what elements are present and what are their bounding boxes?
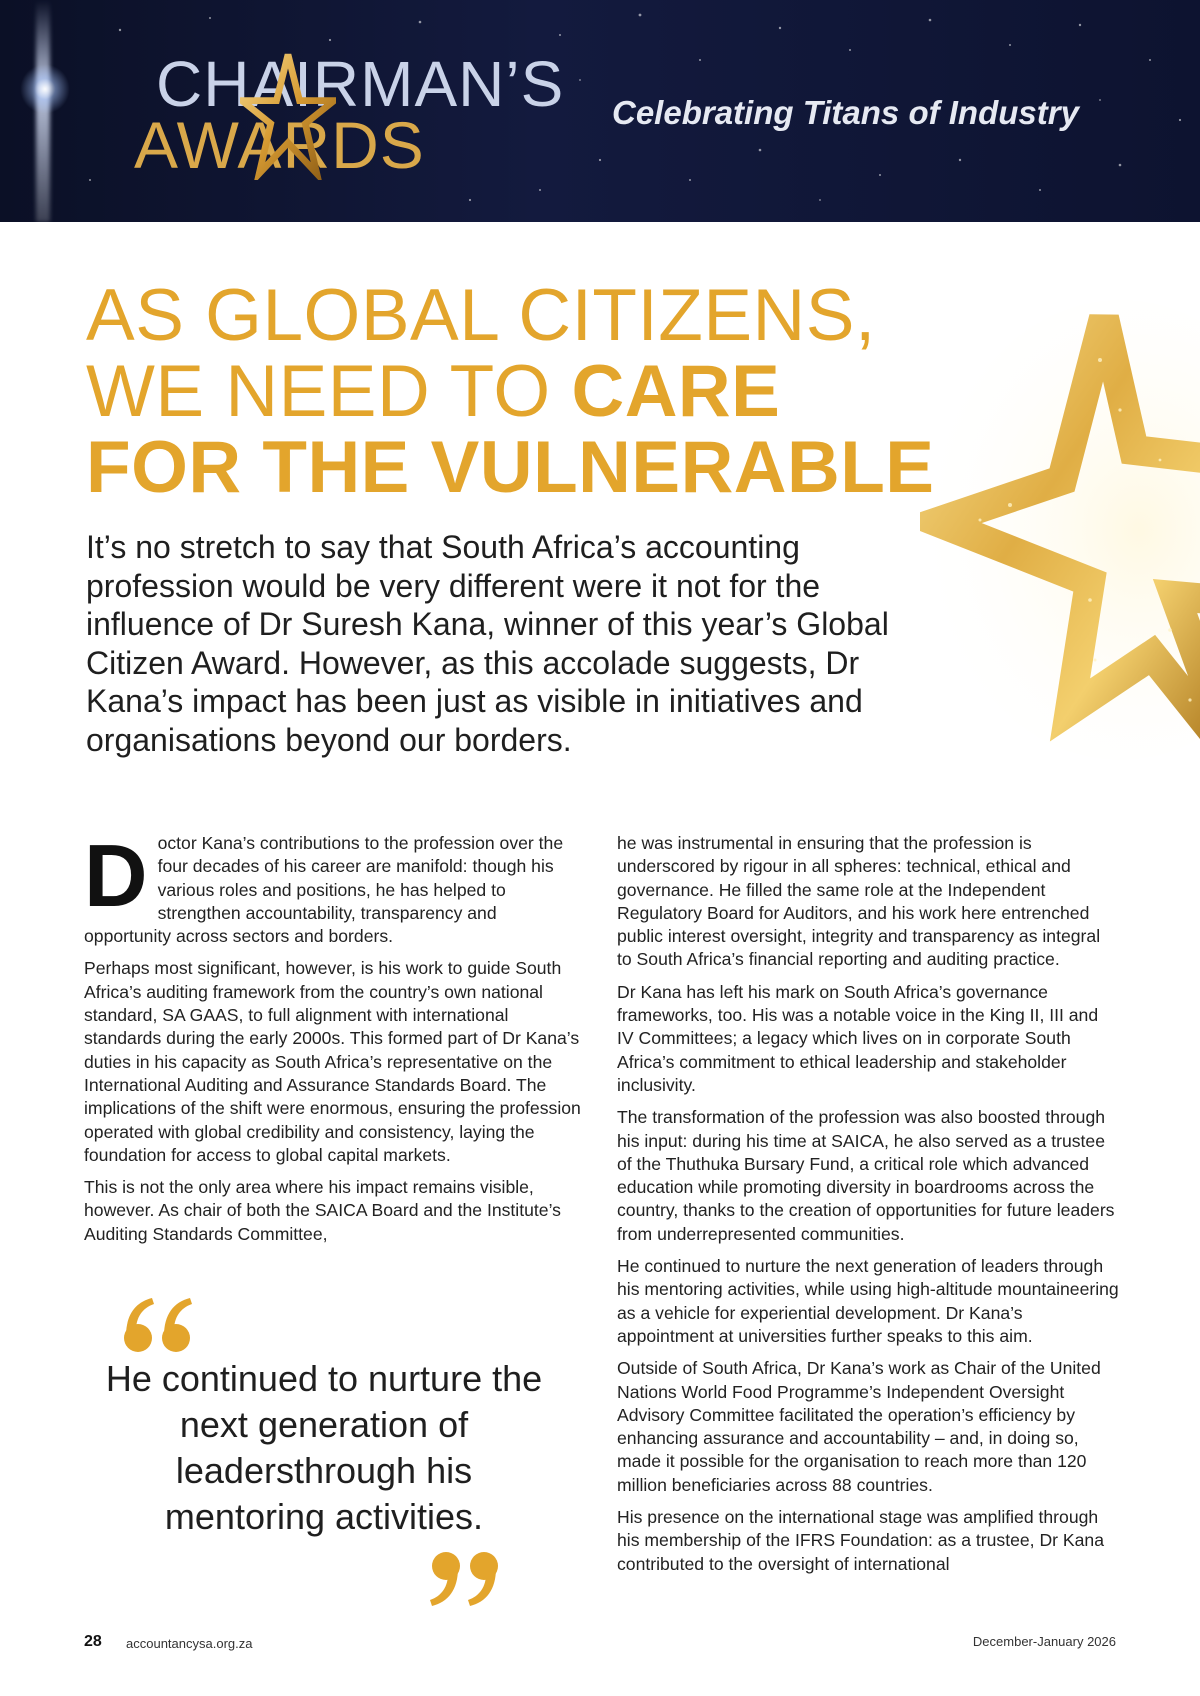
body-paragraph-text: octor Kana’s contributions to the profession over the four decades of his career are manifold: though his various roles and positions, he has helped to strengthen accountability, transparency and opportunity across sectors and borders. [84, 833, 564, 947]
headline-line-2-bold: CARE [571, 351, 781, 432]
banner-tagline: Celebrating Titans of Industry [612, 94, 1079, 131]
lens-flare [20, 64, 70, 114]
body-paragraph: Perhaps most significant, however, is his work to guide South Africa’s auditing framework from the country’s own national standard, SA GAAS, to full alignment with international standards during the early 2000s. This formed part of Dr Kana’s duties in his capacity as South Africa’s representative on the International Auditing and Assurance Standards Board. The implications of the shift were enormous, ensuring the profession operated with global credibility and consistency, laying the foundation for access to global capital markets. [84, 958, 581, 1165]
close-quote-icon [428, 1550, 500, 1608]
headline-line-2-regular: WE NEED TO [86, 351, 572, 432]
article-headline [86, 275, 946, 508]
open-quote-icon [122, 1296, 194, 1354]
footer-issue-date: December-January 2026 [972, 1634, 1116, 1649]
headline-line-3: FOR THE VULNERABLE [86, 427, 935, 508]
body-paragraph: This is not the only area where his impact remains visible, however. As chair of both the SAICA Board and the Institute’s Auditing Standards Committee, [84, 1177, 561, 1244]
body-paragraph: The transformation of the profession was also boosted through his input: during his time at SAICA, he also served as a trustee of the Thuthuka Bursary Fund, a critical role which advanced education while promoting diversity in boardrooms across the country, thanks to the creation of opportunities for future leaders from underrepresented communities. [617, 1107, 1115, 1244]
body-paragraph [84, 826, 586, 948]
gold-star-icon [920, 300, 1200, 770]
logo-chairmans: CHAIRMAN’S [156, 48, 565, 120]
page-number: 28 [84, 1633, 102, 1650]
body-column-right [617, 832, 1119, 1585]
article-intro: It’s no stretch to say that South Africa’s accounting profession would be very different were it not for the influence of Dr Suresh Kana, winner of this year’s Global Citizen Award. However, as this accolade suggests, Dr Kana’s impact has been just as visible in initiatives and organisations beyond our borders. [86, 529, 889, 758]
awards-banner [0, 0, 1200, 222]
headline-line-1: AS GLOBAL CITIZENS, [86, 275, 876, 356]
body-column-left [84, 826, 586, 1255]
footer-website: accountancysa.org.za [126, 1636, 253, 1651]
body-paragraph: Outside of South Africa, Dr Kana’s work as Chair of the United Nations World Food Programme’s Independent Oversight Advisory Committee facilitated the operation’s efficiency by enhancing assurance and accountability – and, in doing so, made it possible for the organisation to reach more than 120 million beneficiaries across 88 countries. [617, 1358, 1101, 1495]
logo-awards: AWARDS [134, 108, 425, 182]
body-paragraph: He continued to nurture the next generation of leaders through his mentoring activities, while using high-altitude mountaineering as a vehicle for experiential development. Dr Kana’s appointment at universities further speaks to this aim. [617, 1256, 1119, 1346]
pull-quote: He continued to nurture the next generation of leadersthrough his mentoring activities. [105, 1358, 543, 1537]
body-paragraph: His presence on the international stage was amplified through his membership of the IFRS Foundation: as a trustee, Dr Kana contributed to the oversight of international [617, 1507, 1104, 1574]
body-paragraph: Dr Kana has left his mark on South Africa’s governance frameworks, too. His was a notable voice in the King II, III and IV Committees; a legacy which lives on in corporate South Africa’s commitment to ethical leadership and stakeholder inclusivity. [617, 981, 1099, 1095]
logo-star-icon [240, 50, 336, 180]
body-paragraph: he was instrumental in ensuring that the profession is underscored by rigour in all spheres: technical, ethical and governance. He filled the same role at the Independent Regulatory Board for Auditors, and his work here entrenched public interest oversight, integrity and transparency as integral to South Africa’s financial reporting and auditing practice. [617, 833, 1101, 970]
drop-cap: D [84, 826, 148, 925]
headline-line-2 [86, 351, 946, 432]
